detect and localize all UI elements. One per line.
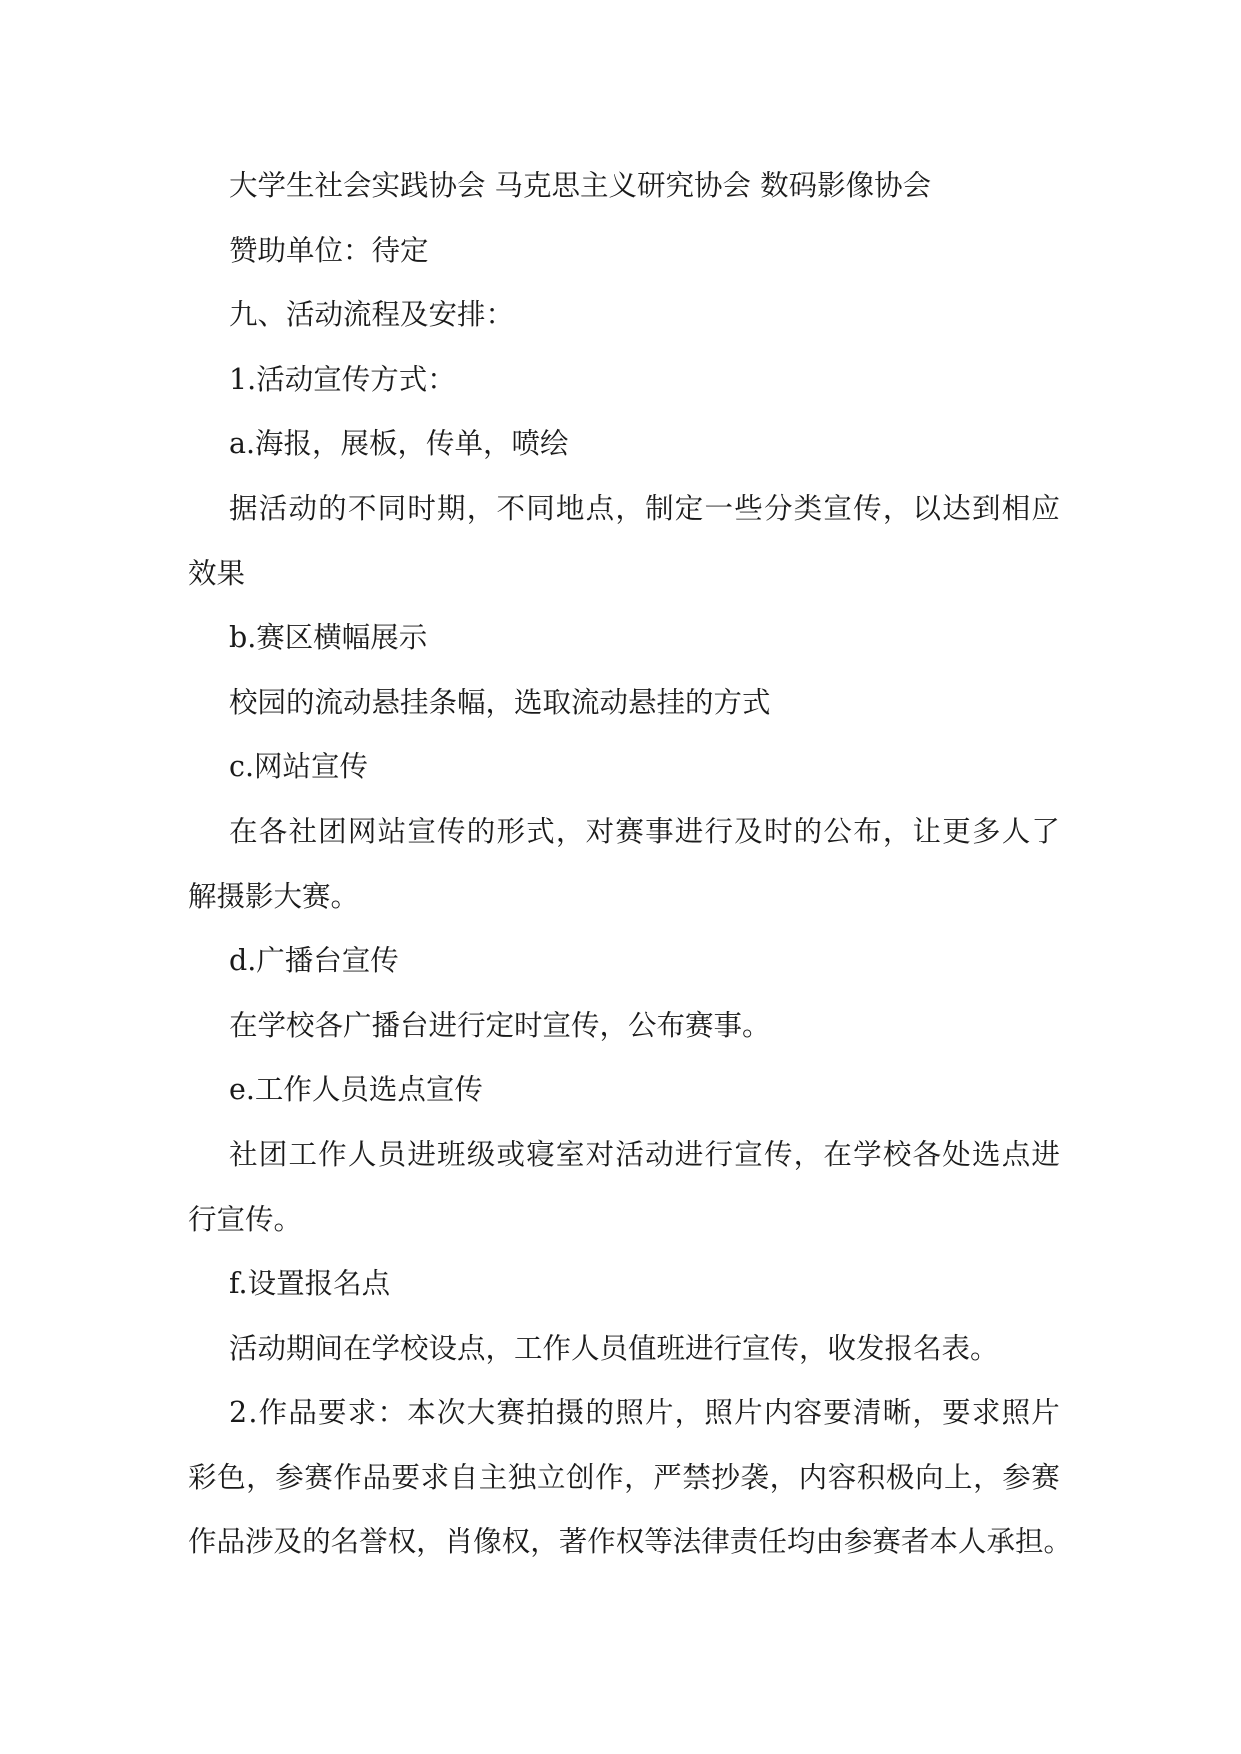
paragraph-line: 据 活 动 的 不 同 时 期 ， 不 同 地 点 ， 制 定 一 些 分 类 宣 传 ， 以 达 到 相 应 — [229, 491, 1060, 525]
paragraph-line: 在 各 社 团 网 站 宣 传 的 形 式 ， 对 赛 事 进 行 及 时 的 公 布 ， 让 更 多 人 了 — [229, 814, 1060, 848]
list-item-heading: a.海报，展板，传单，喷绘 — [229, 427, 569, 461]
paragraph-line: 彩 色 ， 参 赛 作 品 要 求 自 主 独 立 创 作 ， 严 禁 抄 袭 ， 内 容 积 极 向 上 ， 参 赛 — [188, 1460, 1060, 1494]
paragraph-line: 活动期间在学校设点，工作人员值班进行宣传，收发报名表。 — [229, 1331, 999, 1365]
document-body — [188, 154, 1072, 1575]
paragraph-line: 大学生社会实践协会 马克思主义研究协会 数码影像协会 — [229, 169, 932, 202]
list-item-heading: e.工作人员选点宣传 — [229, 1073, 483, 1107]
paragraph-line: 作 品 涉 及 的 名 誉 权 ， 肖 像 权 ， 著 作 权 等 法 律 责 任 均 由 参 赛 者 本 人 承 担 。 — [188, 1525, 1072, 1559]
paragraph-line: 解摄影大赛。 — [188, 879, 360, 913]
paragraph-line: 效果 — [188, 556, 246, 590]
paragraph-line: 校园的流动悬挂条幅，选取流动悬挂的方式 — [229, 685, 771, 719]
subsection-heading: 2 . 作 品 要 求 ： 本 次 大 赛 拍 摄 的 照 片 ， 照 片 内 容 要 清 晰 ， 要 求 照 片 — [229, 1396, 1060, 1430]
paragraph-line: 赞助单位：待定 — [229, 233, 429, 267]
paragraph-line: 行宣传。 — [188, 1202, 303, 1236]
section-heading: 九、活动流程及安排： — [229, 298, 515, 332]
list-item-heading: d.广播台宣传 — [229, 944, 399, 978]
subsection-heading: 1.活动宣传方式： — [229, 362, 456, 396]
list-item-heading: c.网站宣传 — [229, 750, 369, 784]
list-item-heading: b.赛区横幅展示 — [229, 621, 428, 655]
paragraph-line: 在学校各广播台进行定时宣传，公布赛事。 — [229, 1008, 771, 1042]
paragraph-line: 社 团 工 作 人 员 进 班 级 或 寝 室 对 活 动 进 行 宣 传 ， 在 学 校 各 处 选 点 进 — [229, 1137, 1060, 1171]
list-item-heading: f.设置报名点 — [229, 1267, 391, 1301]
